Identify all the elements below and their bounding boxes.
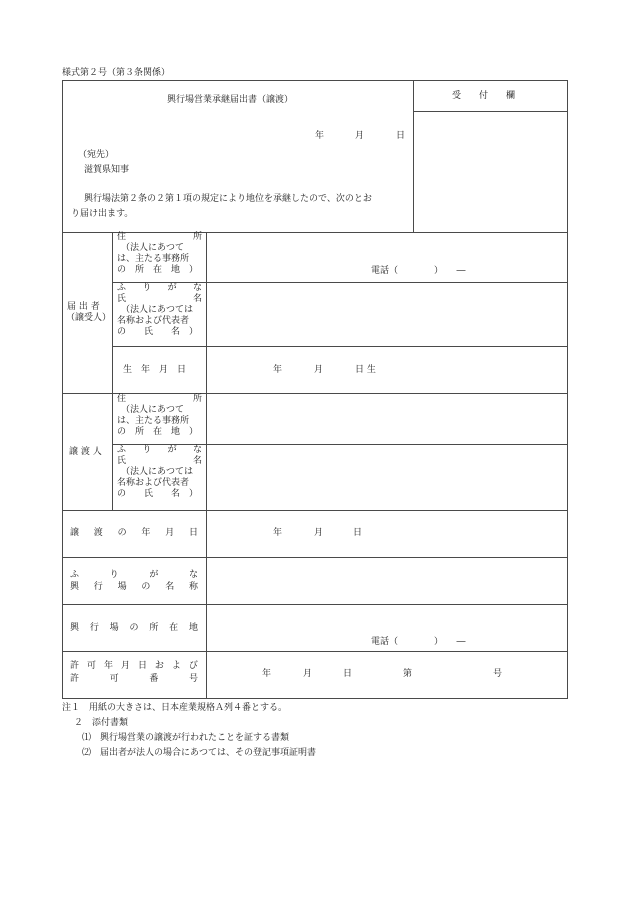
statement-line-1: 興行場法第２条の２第１項の規定により地位を承継したので、次のとお	[84, 194, 372, 204]
venue-name-label: 興 行 場 の 名 称	[70, 582, 198, 592]
notifier-address-label: 住 所 （法人にあつて は、主たる事務所 の 所 在 地 ）	[117, 232, 202, 275]
permit-month: 月	[303, 669, 313, 679]
venue-phone: 電話（ ） ―	[371, 637, 466, 647]
transfer-date-label: 譲 渡 の 年 月 日	[70, 528, 198, 538]
permit-day: 日	[343, 669, 353, 679]
form-frame	[62, 80, 568, 699]
date-month: 月	[355, 131, 365, 141]
permit-year: 年	[262, 669, 272, 679]
venue-name-furigana-label: ふ り が な	[70, 570, 198, 580]
addressee-prefix: （宛先）	[78, 150, 115, 160]
date-day: 日	[396, 131, 406, 141]
note-2-item-2: ⑵ 届出者が法人の場合にあつては、その登記事項証明書	[82, 748, 317, 758]
transferor-name-label: ふ り が な 氏 名 （法人にあつては 名称および代表者 の 氏 名 ）	[117, 445, 202, 499]
note-1: 注１ 用紙の大きさは、日本産業規格Ａ列４番とする。	[62, 703, 288, 713]
permit-number-prefix: 第	[403, 669, 413, 679]
permit-number-label: 許 可 番 号	[70, 674, 198, 684]
note-2: ２ 添付書類	[74, 718, 129, 728]
transfer-year: 年	[273, 528, 283, 538]
birth-month: 月	[314, 365, 324, 375]
addressee-name: 滋賀県知事	[84, 165, 130, 175]
transferor-address-label: 住 所 （法人にあつて は、主たる事務所 の 所 在 地 ）	[117, 394, 202, 437]
transfer-day: 日	[353, 528, 363, 538]
permit-number-suffix: 号	[493, 669, 503, 679]
birth-day: 日 生	[355, 365, 376, 375]
birth-year: 年	[273, 365, 283, 375]
notifier-sublabel: （譲受人）	[66, 313, 112, 323]
reception-label: 受 付 欄	[452, 91, 516, 101]
date-year: 年	[315, 131, 325, 141]
permit-date-label: 許 可 年 月 日 お よ び	[70, 661, 198, 671]
note-2-item-1: ⑴ 興行場営業の譲渡が行われたことを証する書類	[82, 733, 290, 743]
transferor-label: 譲 渡 人	[69, 447, 102, 457]
notifier-phone: 電話（ ） ―	[371, 266, 466, 276]
birth-date-label: 生 年 月 日	[123, 365, 187, 375]
notifier-name-label: ふ り が な 氏 名 （法人にあつては 名称および代表者 の 氏 名 ）	[117, 283, 202, 337]
form-id: 様式第２号（第３条関係）	[62, 68, 171, 78]
venue-location-label: 興 行 場 の 所 在 地	[70, 623, 198, 633]
form-title: 興行場営業承継届出書（譲渡）	[167, 95, 294, 105]
statement-line-2: り届け出ます。	[71, 209, 134, 219]
transfer-month: 月	[314, 528, 324, 538]
notifier-label: 届 出 者	[67, 302, 100, 312]
